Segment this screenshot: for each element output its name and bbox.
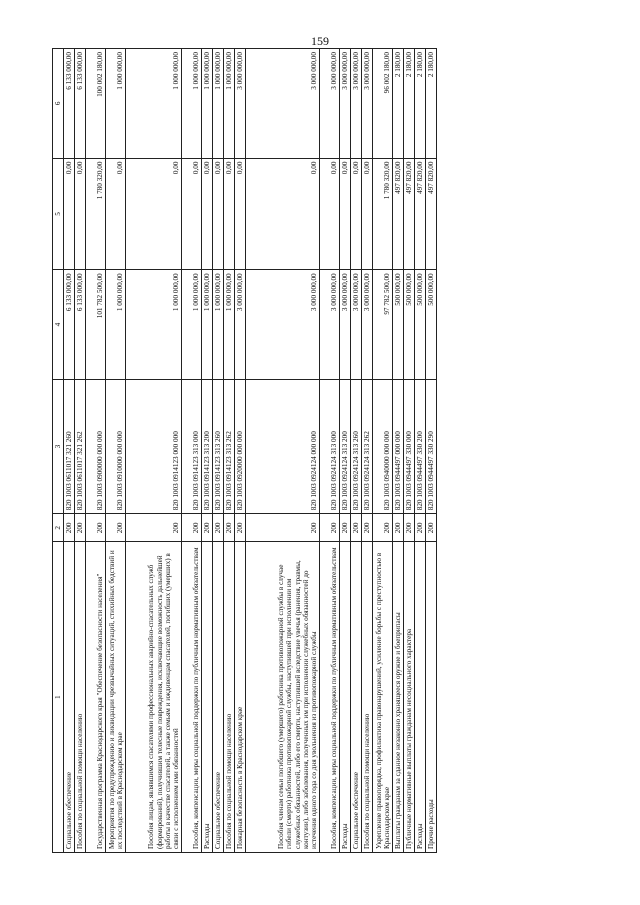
row-name: Мероприятия по предупреждению и ликвидации чрезвычайных ситуаций, стихийных бедствий и их последствий в Краснодарском крае (106, 542, 126, 853)
row-kbk: 820 1003 0914123 000 000 (126, 379, 182, 513)
row-col6: 2 180,00 (404, 49, 415, 159)
row-kbk: 820 1003 0944497 330 000 (404, 379, 415, 513)
row-name: Укрепление правопорядка, профилактика правонарушений, усиление борьбы с преступностью в Краснодарском крае (373, 542, 393, 853)
row-col5: 0,00 (246, 158, 320, 270)
row-code: 200 (415, 514, 426, 542)
rotated-table-wrapper (52, 48, 472, 853)
row-name: Социальное обеспечение (351, 542, 362, 853)
row-col5: 497 820,00 (415, 158, 426, 270)
row-col6: 6 133 000,00 (64, 49, 75, 159)
row-code: 200 (235, 514, 246, 542)
table-row (393, 49, 404, 853)
row-kbk: 820 1003 0924124 313 260 (351, 379, 362, 513)
page-number: 159 (311, 34, 329, 48)
row-code: 200 (75, 514, 86, 542)
row-kbk: 820 1003 0914123 313 000 (182, 379, 202, 513)
row-col6: 1 000 000,00 (213, 49, 224, 159)
row-name: Пособия по социальной помощи населению (224, 542, 235, 853)
row-name: Социальное обеспечение (64, 542, 75, 853)
row-col6: 3 000 000,00 (320, 49, 340, 159)
row-col6: 6 133 000,00 (75, 49, 86, 159)
row-col4: 1 000 000,00 (224, 270, 235, 380)
row-code: 200 (213, 514, 224, 542)
header-cell: 5 (53, 158, 64, 270)
row-col4: 500 000,00 (393, 270, 404, 380)
header-cell: 2 (53, 514, 64, 542)
row-code: 200 (202, 514, 213, 542)
row-col6: 1 000 000,00 (224, 49, 235, 159)
table-row (235, 49, 246, 853)
row-code: 200 (351, 514, 362, 542)
table-row (224, 49, 235, 853)
table-row (64, 49, 75, 853)
table-row (202, 49, 213, 853)
row-col6: 1 000 000,00 (202, 49, 213, 159)
row-col5: 0,00 (182, 158, 202, 270)
table-row (373, 49, 393, 853)
row-col6: 2 180,00 (393, 49, 404, 159)
table-row (320, 49, 340, 853)
row-col4: 1 000 000,00 (202, 270, 213, 380)
row-col4: 6 133 000,00 (64, 270, 75, 380)
row-kbk: 820 1003 0924124 313 200 (340, 379, 351, 513)
row-col4: 1 000 000,00 (126, 270, 182, 380)
budget-table (52, 48, 437, 853)
row-col6: 3 000 000,00 (340, 49, 351, 159)
table-row (126, 49, 182, 853)
row-kbk: 820 1003 0914123 313 200 (202, 379, 213, 513)
row-col6: 2 180,00 (426, 49, 437, 159)
row-col4: 3 000 000,00 (351, 270, 362, 380)
row-kbk: 820 1003 0944497 330 200 (415, 379, 426, 513)
header-cell: 1 (53, 542, 64, 853)
row-col5: 0,00 (64, 158, 75, 270)
row-col5: 0,00 (351, 158, 362, 270)
row-col5: 1 780 320,00 (373, 158, 393, 270)
row-col4: 500 000,00 (415, 270, 426, 380)
row-kbk: 820 1003 0924124 313 262 (362, 379, 373, 513)
row-col4: 1 000 000,00 (213, 270, 224, 380)
row-kbk: 820 1003 0611017 321 260 (64, 379, 75, 513)
row-col5: 0,00 (106, 158, 126, 270)
row-kbk: 820 1003 0910000 000 000 (106, 379, 126, 513)
row-col5: 0,00 (224, 158, 235, 270)
row-kbk: 820 1003 0900000 000 000 (86, 379, 106, 513)
row-col4: 500 000,00 (426, 270, 437, 380)
row-col6: 96 002 180,00 (373, 49, 393, 159)
table-row (86, 49, 106, 853)
table-row (340, 49, 351, 853)
row-col5: 0,00 (340, 158, 351, 270)
row-code: 200 (426, 514, 437, 542)
row-col5: 497 820,00 (393, 158, 404, 270)
row-kbk: 820 1003 0611017 321 262 (75, 379, 86, 513)
row-col4: 3 000 000,00 (340, 270, 351, 380)
header-cell: 3 (53, 379, 64, 513)
row-col6: 1 000 000,00 (126, 49, 182, 159)
table-row (404, 49, 415, 853)
row-name: Пособия лицам, являвшимся спасателями профессиональных аварийно-спасательных служб (формирований), получившим телесные повреждения, исключающие возможность дальнейшей работы в качестве спасателей, а также семьям и иждивенцам спасателей, погибших (умерших) в связи с исполнением ими обязанностей (126, 542, 182, 853)
table-row (75, 49, 86, 853)
row-name: Пособия, компенсации, меры социальной поддержки по публичным нормативным обязательствам (182, 542, 202, 853)
row-name: Пособия, компенсации, меры социальной поддержки по публичным нормативным обязательствам (320, 542, 340, 853)
row-name: Выплаты гражданам за сданное незаконно хранящееся оружие и боеприпасы (393, 542, 404, 853)
row-col5: 0,00 (75, 158, 86, 270)
row-name: Пособия по социальной помощи населению (75, 542, 86, 853)
row-kbk: 820 1003 0924124 000 000 (246, 379, 320, 513)
row-kbk: 820 1003 0944497 000 000 (393, 379, 404, 513)
row-code: 200 (320, 514, 340, 542)
row-code: 200 (106, 514, 126, 542)
row-name: Социальное обеспечение (213, 542, 224, 853)
row-code: 200 (86, 514, 106, 542)
row-col6: 1 000 000,00 (106, 49, 126, 159)
row-col5: 0,00 (362, 158, 373, 270)
row-col4: 3 000 000,00 (320, 270, 340, 380)
row-col5: 0,00 (235, 158, 246, 270)
row-col6: 3 000 000,00 (351, 49, 362, 159)
table-row (182, 49, 202, 853)
row-code: 200 (393, 514, 404, 542)
row-code: 200 (182, 514, 202, 542)
row-name: Прочие расходы (426, 542, 437, 853)
row-code: 200 (224, 514, 235, 542)
row-col6: 2 180,00 (415, 49, 426, 159)
table-row (415, 49, 426, 853)
row-code: 200 (362, 514, 373, 542)
row-col5: 0,00 (213, 158, 224, 270)
table-row (351, 49, 362, 853)
row-name: Расходы (415, 542, 426, 853)
row-code: 200 (373, 514, 393, 542)
row-kbk: 820 1003 0914123 313 262 (224, 379, 235, 513)
row-col4: 6 133 000,00 (75, 270, 86, 380)
row-name: Расходы (340, 542, 351, 853)
table-row (362, 49, 373, 853)
row-col4: 3 000 000,00 (246, 270, 320, 380)
row-col5: 0,00 (202, 158, 213, 270)
header-cell: 6 (53, 49, 64, 159)
row-col6: 1 000 000,00 (182, 49, 202, 159)
row-name: Государственная программа Краснодарского края "Обеспечение безопасности населения" (86, 542, 106, 853)
row-code: 200 (246, 514, 320, 542)
row-kbk: 820 1003 0944497 330 290 (426, 379, 437, 513)
table-header-row (53, 49, 64, 853)
row-col6: 3 000 000,00 (246, 49, 320, 159)
table-row (426, 49, 437, 853)
row-name: Пожарная безопасность в Краснодарском крае (235, 542, 246, 853)
row-code: 200 (340, 514, 351, 542)
header-cell: 4 (53, 270, 64, 380)
row-col6: 3 000 000,00 (362, 49, 373, 159)
row-col5: 497 820,00 (426, 158, 437, 270)
row-col4: 1 000 000,00 (106, 270, 126, 380)
table-row (246, 49, 320, 853)
row-kbk: 820 1003 0920000 000 000 (235, 379, 246, 513)
row-col5: 1 780 320,00 (86, 158, 106, 270)
row-kbk: 820 1003 0924124 313 000 (320, 379, 340, 513)
table-row (106, 49, 126, 853)
table-row (213, 49, 224, 853)
row-name: Пособия по социальной помощи населению (362, 542, 373, 853)
row-name: Пособия членам семьи погибшего (умершего) работника противопожарной службы в случае гибели (смерти) работника противопожарной службы, наступившей при исполнении им служебных обязанностей, либо его смерти, наступившей вследствие увечья (ранения, травмы, контузии), либо заболевания, полученных им при исполнении служебных обязанностей до истечения одного года со дня увольнения из противопожарной службы (246, 542, 320, 853)
row-code: 200 (64, 514, 75, 542)
row-col4: 1 000 000,00 (182, 270, 202, 380)
row-col4: 3 000 000,00 (362, 270, 373, 380)
row-col4: 3 000 000,00 (235, 270, 246, 380)
row-name: Расходы (202, 542, 213, 853)
row-col4: 97 782 500,00 (373, 270, 393, 380)
row-name: Публичные нормативные выплаты гражданам несоциального характера (404, 542, 415, 853)
row-col4: 500 000,00 (404, 270, 415, 380)
row-kbk: 820 1003 0940000 000 000 (373, 379, 393, 513)
row-col4: 101 782 500,00 (86, 270, 106, 380)
row-col6: 3 000 000,00 (235, 49, 246, 159)
row-col5: 0,00 (320, 158, 340, 270)
row-col5: 0,00 (126, 158, 182, 270)
row-col5: 497 820,00 (404, 158, 415, 270)
row-code: 200 (126, 514, 182, 542)
row-col6: 100 002 180,00 (86, 49, 106, 159)
row-kbk: 820 1003 0914123 313 260 (213, 379, 224, 513)
row-code: 200 (404, 514, 415, 542)
